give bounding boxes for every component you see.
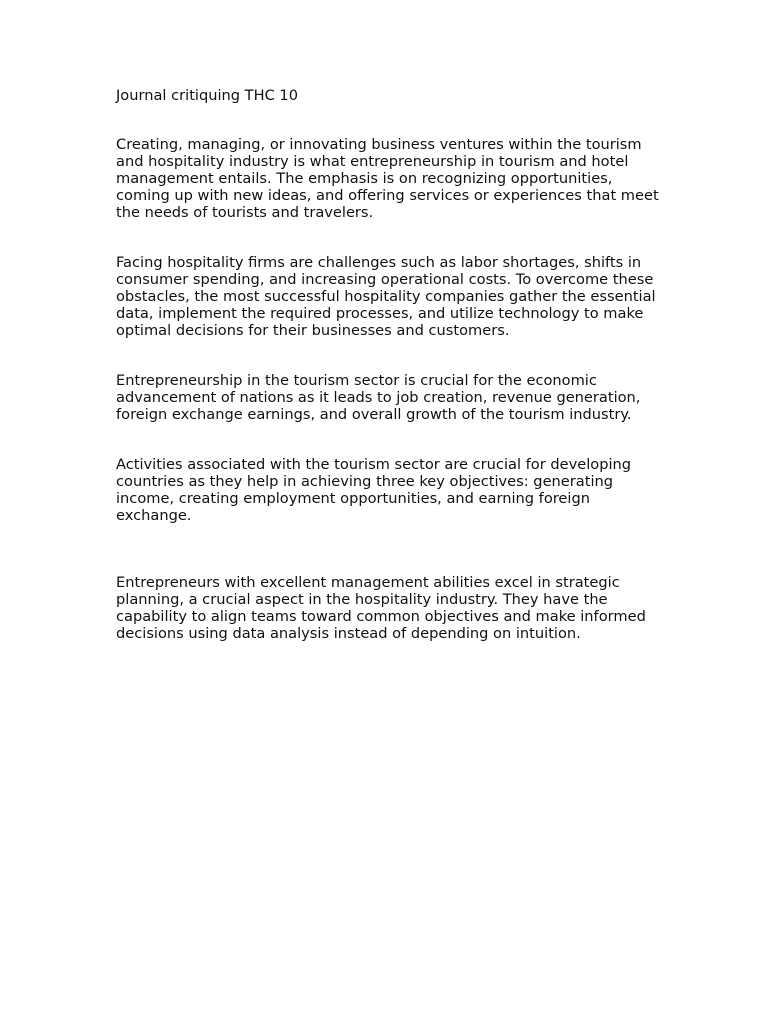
paragraph-2: Facing hospitality firms are challenges such as labor shortages, shifts in consumer spending, and increasing operational costs. To overcome these obstacles, the most successful hospitality companies gather the essential data, implement the required processes, and utilize technology to make optimal decisions for their businesses and customers. <box>116 254 656 339</box>
paragraph-3: Entrepreneurship in the tourism sector is crucial for the economic advancement of nations as it leads to job creation, revenue generation, foreign exchange earnings, and overall growth of the tourism industry. <box>116 372 641 423</box>
paragraph-4: Activities associated with the tourism sector are crucial for developing countries as they help in achieving three key objectives: generating income, creating employment opportunities, and earning foreign exchange. <box>116 456 632 524</box>
document-body <box>116 87 661 642</box>
document-title: Journal critiquing THC 10 <box>116 87 298 104</box>
paragraph-1: Creating, managing, or innovating business ventures within the tourism and hospitality industry is what entrepreneurship in tourism and hotel management entails. The emphasis is on recognizing opportunities, coming up with new ideas, and offering services or experiences that meet the needs of tourists and travelers. <box>116 136 659 221</box>
paragraph-5: Entrepreneurs with excellent management abilities excel in strategic planning, a crucial aspect in the hospitality industry. They have the capability to align teams toward common objectives and make informed decisions using data analysis instead of depending on intuition. <box>116 574 646 642</box>
